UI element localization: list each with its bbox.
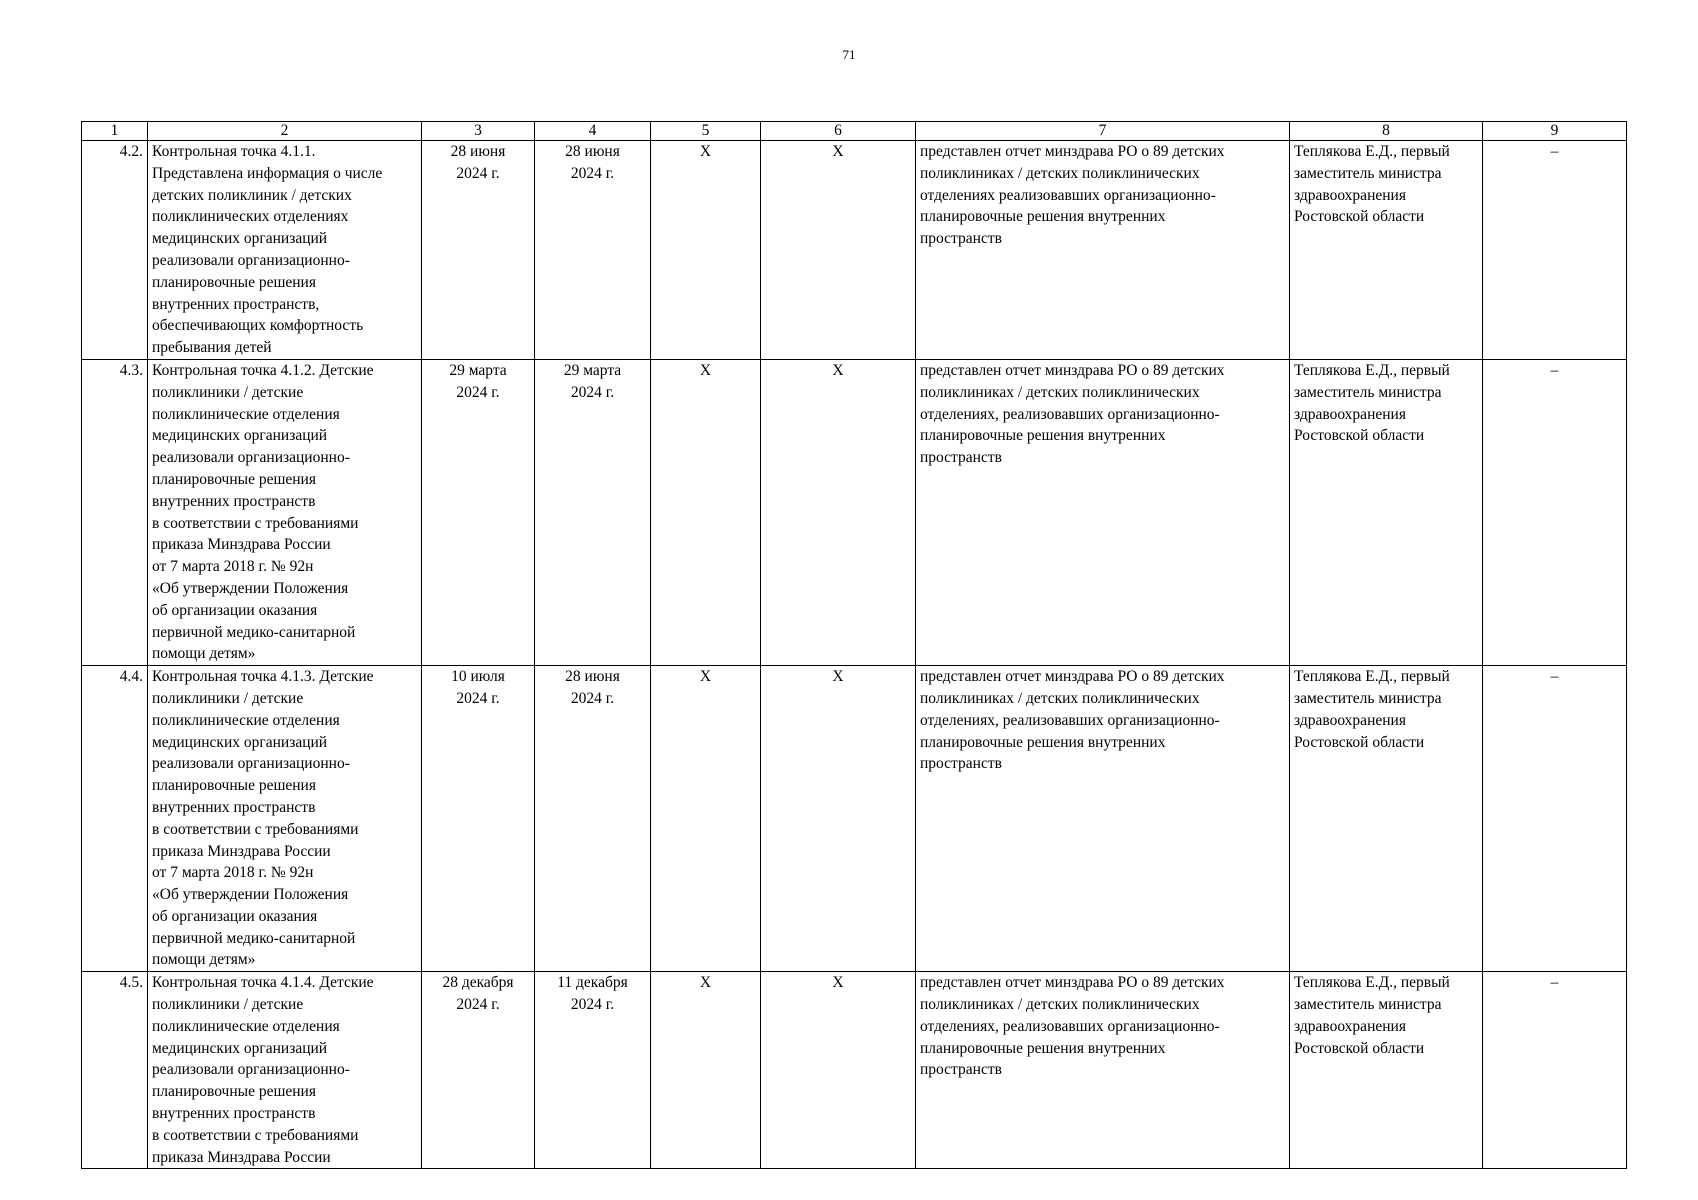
checkpoint-description: Контрольная точка 4.1.4. Детские поликлиники / детские поликлинические отделения медицинских организаций реализовали организационно- планировочные решения внутренних пространств в соответствии с требованиями приказа Минздрава России xyxy=(148,972,422,1169)
checkpoint-description: Контрольная точка 4.1.1. Представлена информация о числе детских поликлиник / детских поликлинических отделениях медицинских организаций реализовали организационно- планировочные решения внутренних пространств, обеспечивающих комфортность пребывания детей xyxy=(148,141,422,360)
table-row xyxy=(82,666,1627,972)
actual-date: 29 марта 2024 г. xyxy=(535,359,651,665)
result-text: представлен отчет минздрава РО о 89 детских поликлиниках / детских поликлинических отделениях реализовавших организационно- планировочные решения внутренних пространств xyxy=(916,141,1290,360)
col9-dash: – xyxy=(1483,972,1627,1169)
table-row xyxy=(82,141,1627,360)
checkpoint-description: Контрольная точка 4.1.3. Детские поликлиники / детские поликлинические отделения медицинских организаций реализовали организационно- планировочные решения внутренних пространств в соответствии с требованиями приказа Минздрава России от 7 марта 2018 г. № 92н «Об утверждении Положения об организации оказания первичной медико-санитарной помощи детям» xyxy=(148,666,422,972)
table-row xyxy=(82,972,1627,1169)
col5-mark: X xyxy=(651,972,761,1169)
col9-dash: – xyxy=(1483,141,1627,360)
header-col-8: 8 xyxy=(1290,122,1483,141)
row-number: 4.4. xyxy=(82,666,148,972)
result-text: представлен отчет минздрава РО о 89 детских поликлиниках / детских поликлинических отделениях, реализовавших организационно- планировочные решения внутренних пространств xyxy=(916,666,1290,972)
col9-dash: – xyxy=(1483,666,1627,972)
col6-mark: X xyxy=(761,666,916,972)
header-row xyxy=(82,122,1627,141)
responsible-person: Теплякова Е.Д., первый заместитель министра здравоохранения Ростовской области xyxy=(1290,972,1483,1169)
col5-mark: X xyxy=(651,666,761,972)
actual-date: 28 июня 2024 г. xyxy=(535,141,651,360)
actual-date: 11 декабря 2024 г. xyxy=(535,972,651,1169)
actual-date: 28 июня 2024 г. xyxy=(535,666,651,972)
planned-date: 28 июня 2024 г. xyxy=(422,141,535,360)
planned-date: 29 марта 2024 г. xyxy=(422,359,535,665)
header-col-5: 5 xyxy=(651,122,761,141)
col6-mark: X xyxy=(761,359,916,665)
header-col-3: 3 xyxy=(422,122,535,141)
page-number: 71 xyxy=(842,47,856,62)
row-number: 4.5. xyxy=(82,972,148,1169)
report-table xyxy=(81,121,1627,1169)
planned-date: 10 июля 2024 г. xyxy=(422,666,535,972)
result-text: представлен отчет минздрава РО о 89 детских поликлиниках / детских поликлинических отделениях, реализовавших организационно- планировочные решения внутренних пространств xyxy=(916,972,1290,1169)
header-col-2: 2 xyxy=(148,122,422,141)
responsible-person: Теплякова Е.Д., первый заместитель министра здравоохранения Ростовской области xyxy=(1290,141,1483,360)
col6-mark: X xyxy=(761,141,916,360)
row-number: 4.3. xyxy=(82,359,148,665)
table-row xyxy=(82,359,1627,665)
header-col-9: 9 xyxy=(1483,122,1627,141)
col5-mark: X xyxy=(651,359,761,665)
planned-date: 28 декабря 2024 г. xyxy=(422,972,535,1169)
result-text: представлен отчет минздрава РО о 89 детских поликлиниках / детских поликлинических отделениях, реализовавших организационно- планировочные решения внутренних пространств xyxy=(916,359,1290,665)
header-col-6: 6 xyxy=(761,122,916,141)
col9-dash: – xyxy=(1483,359,1627,665)
responsible-person: Теплякова Е.Д., первый заместитель министра здравоохранения Ростовской области xyxy=(1290,359,1483,665)
checkpoint-description: Контрольная точка 4.1.2. Детские поликлиники / детские поликлинические отделения медицинских организаций реализовали организационно- планировочные решения внутренних пространств в соответствии с требованиями приказа Минздрава России от 7 марта 2018 г. № 92н «Об утверждении Положения об организации оказания первичной медико-санитарной помощи детям» xyxy=(148,359,422,665)
header-col-4: 4 xyxy=(535,122,651,141)
row-number: 4.2. xyxy=(82,141,148,360)
header-col-7: 7 xyxy=(916,122,1290,141)
col5-mark: X xyxy=(651,141,761,360)
responsible-person: Теплякова Е.Д., первый заместитель министра здравоохранения Ростовской области xyxy=(1290,666,1483,972)
col6-mark: X xyxy=(761,972,916,1169)
header-col-1: 1 xyxy=(82,122,148,141)
